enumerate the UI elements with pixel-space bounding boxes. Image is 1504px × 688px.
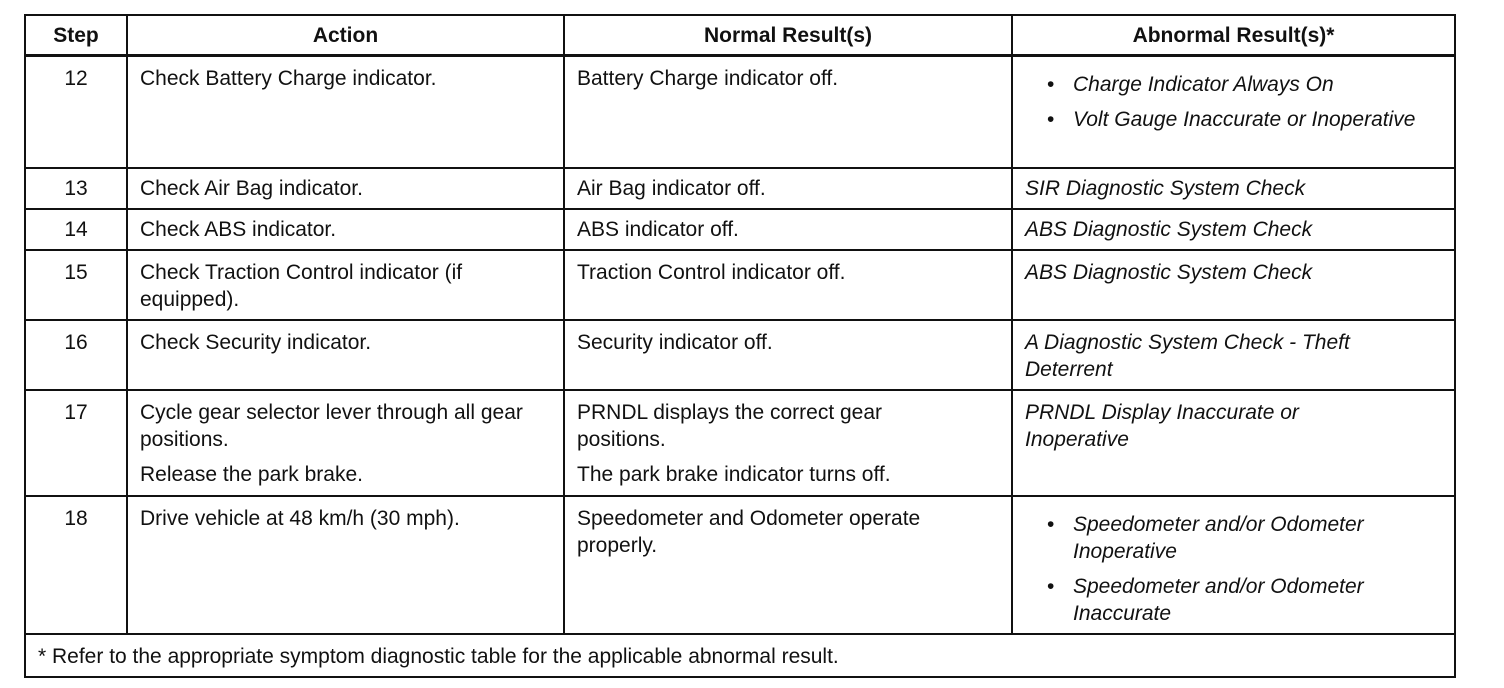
- abnormal-result-text: Speedometer and/or Odometer Inoperative: [1073, 513, 1364, 563]
- abnormal-result-cell: [1012, 250, 1455, 320]
- bullet-icon: •: [1047, 108, 1055, 131]
- action-cell: [127, 168, 564, 209]
- abnormal-result-item: [1025, 71, 1442, 98]
- abnormal-result-cell: [1012, 390, 1455, 496]
- bullet-icon: •: [1047, 73, 1055, 96]
- action-cell: [127, 209, 564, 250]
- abnormal-result-cell: [1012, 56, 1455, 169]
- action-cell: [127, 320, 564, 390]
- table-row: [25, 496, 1455, 634]
- normal-result-text: ABS indicator off.: [577, 218, 739, 241]
- normal-result-text: Security indicator off.: [577, 331, 773, 354]
- normal-result-cell: [564, 250, 1012, 320]
- bullet-icon: •: [1047, 575, 1055, 598]
- step-number: 12: [25, 56, 127, 169]
- header-action: Action: [127, 15, 564, 56]
- action-cell: [127, 496, 564, 634]
- step-number: 18: [25, 496, 127, 634]
- normal-result-text: Battery Charge indicator off.: [577, 67, 839, 90]
- abnormal-result-text: Charge Indicator Always On: [1073, 73, 1334, 96]
- footnote: * Refer to the appropriate symptom diagnostic table for the applicable abnormal result.: [25, 634, 1455, 677]
- abnormal-result-item: [1025, 106, 1442, 133]
- normal-result-cell: [564, 209, 1012, 250]
- action-text: Cycle gear selector lever through all gear positions.: [140, 401, 523, 451]
- normal-result-text: PRNDL displays the correct gear positions.: [577, 401, 883, 451]
- normal-result-text: Air Bag indicator off.: [577, 177, 766, 200]
- normal-result-cell: [564, 56, 1012, 169]
- action-cell: [127, 56, 564, 169]
- abnormal-result-cell: [1012, 168, 1455, 209]
- abnormal-result-text: A Diagnostic System Check - Theft Deterrent: [1025, 331, 1350, 381]
- action-text: Check Traction Control indicator (if equipped).: [140, 261, 463, 311]
- table-header: [25, 15, 1455, 56]
- action-cell: [127, 390, 564, 496]
- abnormal-result-list: [1025, 511, 1442, 627]
- header-row: [25, 15, 1455, 56]
- normal-result-cell: [564, 390, 1012, 496]
- abnormal-result-text: PRNDL Display Inaccurate or Inoperative: [1025, 401, 1299, 451]
- action-text: Check Battery Charge indicator.: [140, 67, 437, 90]
- normal-result-text: Traction Control indicator off.: [577, 261, 846, 284]
- step-number: 17: [25, 390, 127, 496]
- normal-result-text: The park brake indicator turns off.: [577, 463, 891, 486]
- action-text: Check Air Bag indicator.: [140, 177, 363, 200]
- action-text: Check ABS indicator.: [140, 218, 337, 241]
- table-row: [25, 250, 1455, 320]
- step-number: 13: [25, 168, 127, 209]
- header-step: Step: [25, 15, 127, 56]
- normal-result-cell: [564, 320, 1012, 390]
- action-text: Drive vehicle at 48 km/h (30 mph).: [140, 507, 460, 530]
- abnormal-result-cell: [1012, 320, 1455, 390]
- table-row: [25, 320, 1455, 390]
- footnote-row: [25, 634, 1455, 677]
- action-text: Release the park brake.: [140, 463, 363, 486]
- step-number: 16: [25, 320, 127, 390]
- abnormal-result-text: Speedometer and/or Odometer Inaccurate: [1073, 575, 1364, 625]
- abnormal-result-cell: [1012, 496, 1455, 634]
- abnormal-result-text: SIR Diagnostic System Check: [1025, 177, 1306, 200]
- table-row: [25, 168, 1455, 209]
- abnormal-result-list: [1025, 71, 1442, 133]
- normal-result-cell: [564, 168, 1012, 209]
- table-row: [25, 56, 1455, 169]
- step-number: 15: [25, 250, 127, 320]
- abnormal-result-text: ABS Diagnostic System Check: [1025, 218, 1313, 241]
- action-text: Check Security indicator.: [140, 331, 372, 354]
- normal-result-text: Speedometer and Odometer operate properly.: [577, 507, 921, 557]
- step-number: 14: [25, 209, 127, 250]
- header-normal-results: Normal Result(s): [564, 15, 1012, 56]
- table-row: [25, 390, 1455, 496]
- normal-result-cell: [564, 496, 1012, 634]
- abnormal-result-cell: [1012, 209, 1455, 250]
- header-abnormal-results: Abnormal Result(s)*: [1012, 15, 1455, 56]
- abnormal-result-text: ABS Diagnostic System Check: [1025, 261, 1313, 284]
- action-cell: [127, 250, 564, 320]
- table-body: [25, 56, 1455, 678]
- abnormal-result-item: [1025, 573, 1442, 627]
- abnormal-result-item: [1025, 511, 1442, 565]
- abnormal-result-text: Volt Gauge Inaccurate or Inoperative: [1073, 108, 1416, 131]
- table-row: [25, 209, 1455, 250]
- bullet-icon: •: [1047, 513, 1055, 536]
- diagnostic-table: [24, 14, 1456, 678]
